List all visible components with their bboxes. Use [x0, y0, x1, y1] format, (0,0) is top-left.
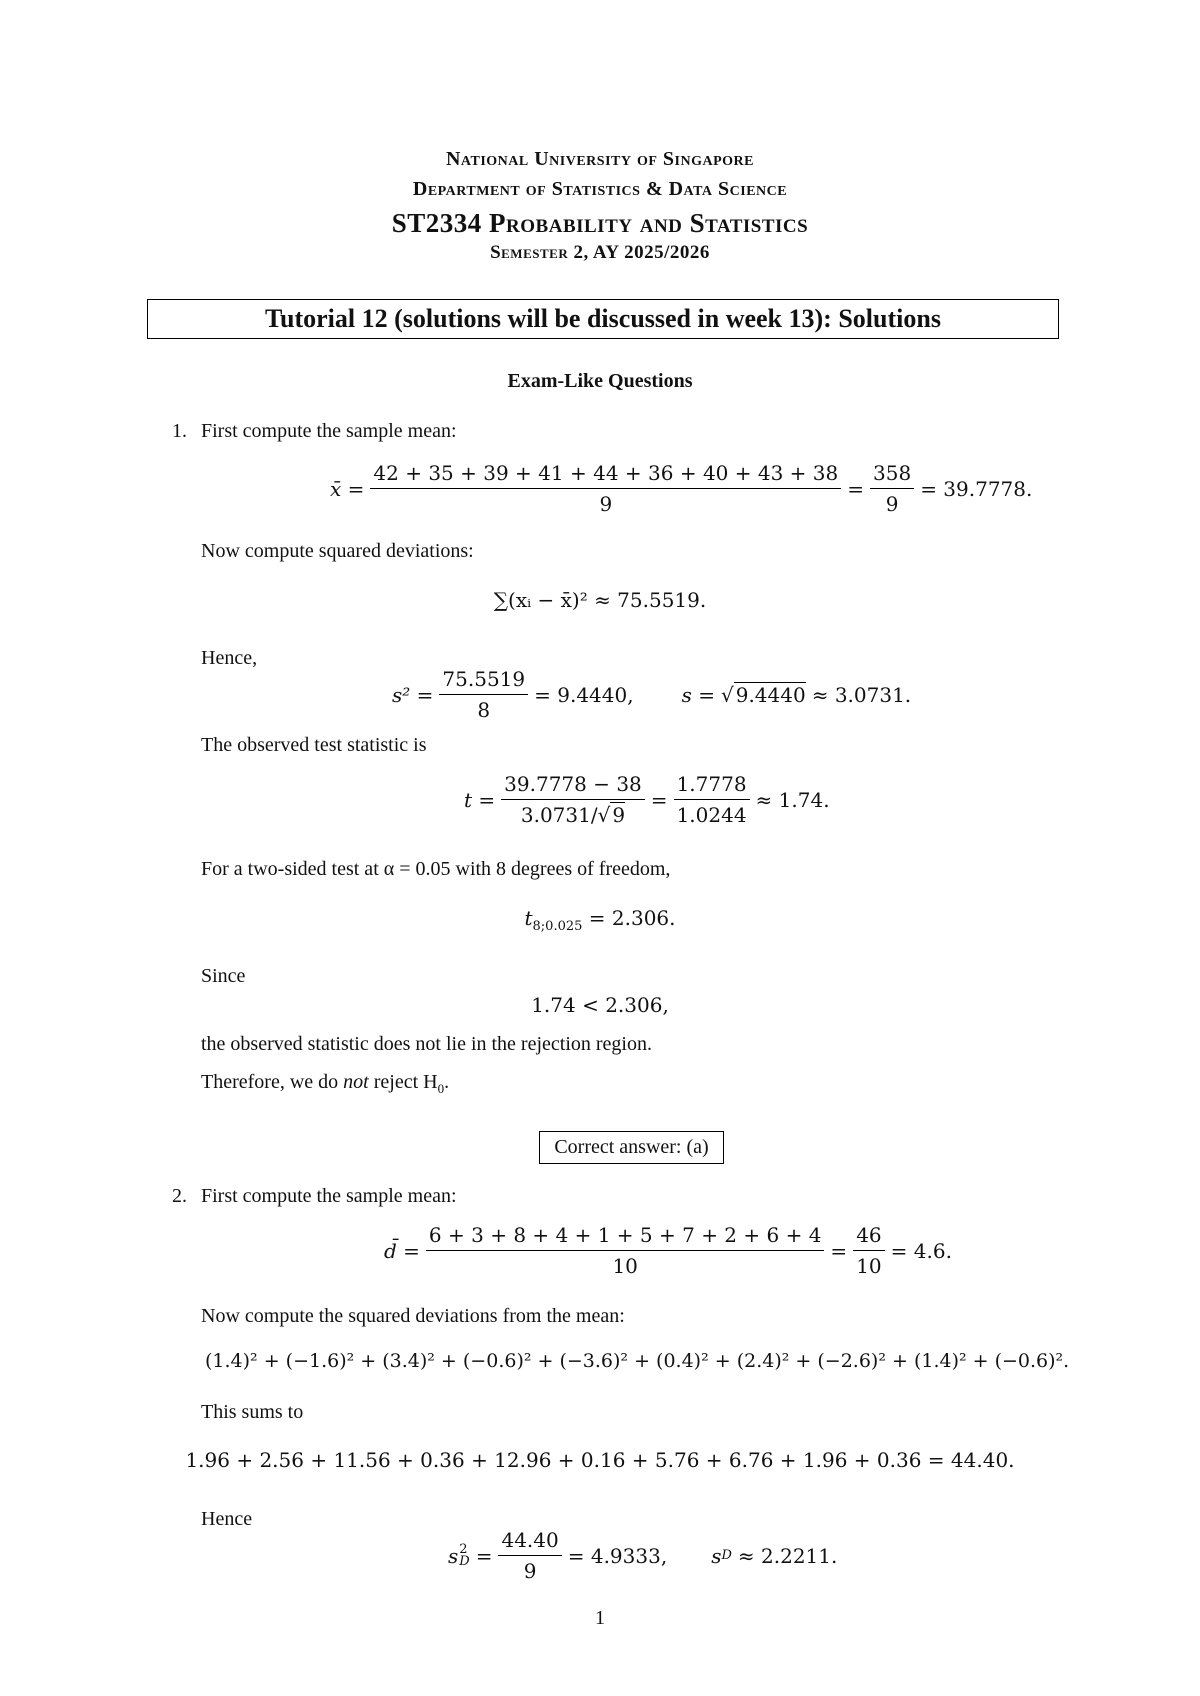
q1-mean-denominator2: 9: [885, 492, 899, 516]
university-name: National University of Singapore: [445, 148, 754, 170]
q2-sums-text: This sums to: [201, 1401, 304, 1423]
q1-inequality: 1.74 < 2.306,: [531, 993, 669, 1017]
q1-t-denominator: 3.0731/: [520, 803, 598, 827]
q1-therefore-sub: 0: [437, 1081, 445, 1096]
q2-mean-equation: [384, 1222, 952, 1279]
q2-deviation-text: Now compute the squared deviations from the mean:: [201, 1305, 625, 1327]
q1-intro: First compute the sample mean:: [201, 420, 457, 442]
q1-therefore-not: not: [343, 1071, 369, 1093]
q1-t-numerator2: 1.7778: [674, 771, 750, 800]
q2-sd2-numerator: 44.40: [498, 1527, 561, 1556]
q1-t-equation: [464, 771, 830, 828]
q2-mean-denominator: 10: [612, 1254, 638, 1278]
q1-not-in-region: the observed statistic does not lie in the rejection region.: [201, 1033, 652, 1055]
q2-sd-result: ≈ 2.2211.: [737, 1543, 838, 1568]
q1-s2-lhs: s² =: [392, 682, 434, 707]
q1-mean-numerator2: 358: [870, 460, 914, 489]
q1-t-lhs: t =: [464, 787, 496, 812]
q2-sd2-eq: =: [475, 1543, 493, 1568]
q2-sd-symbol: s: [711, 1543, 722, 1568]
q2-sd-sub: D: [721, 1548, 732, 1563]
q1-hence: Hence,: [201, 647, 258, 669]
section-heading: Exam-Like Questions: [507, 370, 693, 392]
q1-t-mid: =: [650, 787, 668, 812]
q1-t-result: ≈ 1.74.: [755, 787, 830, 812]
q2-hence: Hence: [201, 1508, 253, 1530]
q1-two-sided-text: For a two-sided test at α = 0.05 with 8 degrees of freedom,: [201, 858, 671, 880]
q2-sd2-result: = 4.9333,: [567, 1543, 668, 1568]
q1-critical-value: [0, 906, 1200, 934]
q1-t-radicand: 9: [612, 803, 626, 827]
department-name: Department of Statistics & Data Science: [412, 178, 788, 200]
q1-t-denominator2: 1.0244: [676, 803, 747, 827]
q1-mean-result: = 39.7778.: [920, 476, 1033, 501]
q1-crit-subscript: 8;0.025: [532, 919, 583, 934]
q1-mean-numerator: 42 + 35 + 39 + 41 + 44 + 36 + 40 + 43 + 38: [370, 460, 841, 489]
q1-t-numerator: 39.7778 − 38: [501, 771, 645, 800]
q1-crit-value: = 2.306.: [588, 906, 676, 930]
q2-deviation-equation: (1.4)² + (−1.6)² + (3.4)² + (−0.6)² + (−3.6)² + (0.4)² + (2.4)² + (−2.6)² + (1.4)² + (−0.6)².: [205, 1350, 1070, 1372]
q2-mean-denominator2: 10: [856, 1254, 882, 1278]
q2-sd2-symbol: s: [448, 1543, 459, 1568]
q1-therefore-end: .: [444, 1071, 450, 1093]
radical-sign: √: [597, 803, 611, 827]
q2-intro: First compute the sample mean:: [201, 1185, 457, 1207]
q1-mean-equation: [330, 460, 1032, 517]
page-number: 1: [595, 1607, 605, 1629]
q1-test-stat-text: The observed test statistic is: [201, 734, 427, 756]
q1-conclusion: [201, 1071, 449, 1097]
q1-variance-equation: [392, 666, 911, 723]
q1-answer-box: Correct answer: (a): [539, 1131, 724, 1164]
q2-variance-equation: [448, 1527, 837, 1584]
semester: Semester 2, AY 2025/2026: [490, 242, 710, 263]
q1-therefore-a: Therefore, we do: [201, 1071, 339, 1093]
q1-s-lhs: s =: [681, 682, 715, 707]
course-title: ST2334 Probability and Statistics: [391, 208, 809, 238]
q1-deviation-text: Now compute squared deviations:: [201, 540, 474, 562]
q2-sd2-denominator: 9: [523, 1559, 537, 1583]
q1-s2-result: = 9.4440,: [534, 682, 634, 707]
q2-mean-mid: =: [830, 1238, 848, 1263]
q1-therefore-b: reject H: [373, 1071, 438, 1093]
q2-mean-result: = 4.6.: [890, 1238, 952, 1263]
q1-number: 1.: [172, 420, 187, 442]
q1-mean-lhs: x̄ =: [330, 476, 365, 501]
q1-crit-symbol: t: [524, 906, 533, 930]
q2-sd2-sup: 2: [459, 1541, 468, 1557]
q1-mean-mid: =: [847, 476, 864, 501]
q1-mean-denominator: 9: [599, 492, 613, 516]
q2-sum-equation: 1.96 + 2.56 + 11.56 + 0.36 + 12.96 + 0.16 + 5.76 + 6.76 + 1.96 + 0.36 = 44.40.: [185, 1448, 1015, 1472]
q2-mean-lhs: d̄ =: [384, 1238, 420, 1263]
q1-deviation-equation: ∑(xᵢ − x̄)² ≈ 75.5519.: [493, 588, 707, 612]
q2-sd2-sub: D: [459, 1553, 470, 1569]
radical-sign: √: [720, 682, 734, 707]
q1-since: Since: [201, 965, 246, 987]
q1-s2-numerator: 75.5519: [439, 666, 528, 695]
q1-s-result: ≈ 3.0731.: [811, 682, 912, 707]
q1-s-radicand: 9.4440: [735, 683, 806, 707]
q2-mean-numerator2: 46: [853, 1222, 884, 1251]
tutorial-title: Tutorial 12 (solutions will be discussed in week 13): Solutions: [147, 299, 1059, 339]
q2-mean-numerator: 6 + 3 + 8 + 4 + 1 + 5 + 7 + 2 + 6 + 4: [426, 1222, 825, 1251]
q2-number: 2.: [172, 1185, 187, 1207]
q1-s2-denominator: 8: [477, 698, 491, 722]
